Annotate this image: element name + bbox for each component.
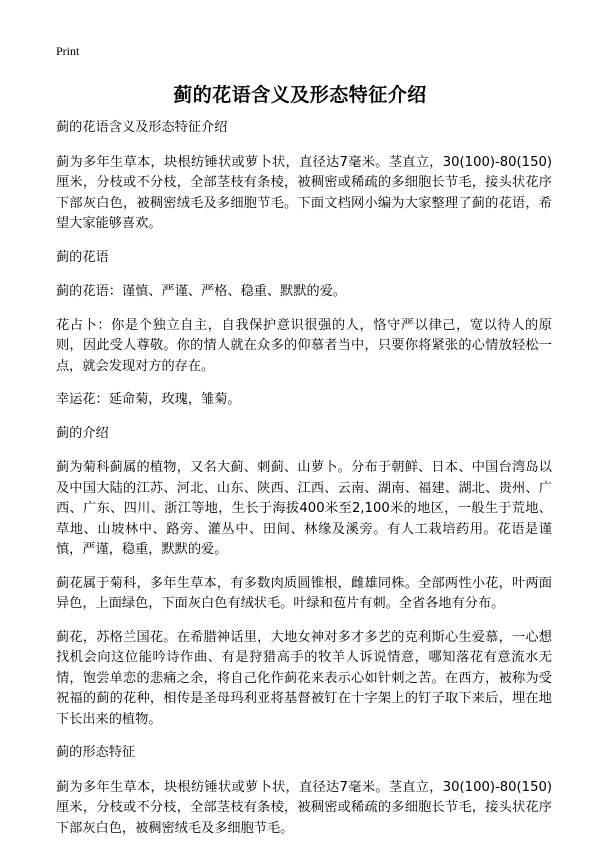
paragraph-legend: 蓟花，苏格兰国花。在希腊神话里，大地女神对多才多艺的克利斯心生爱慕，一心想找机会向这位能吟诗作曲、有是狩猎高手的牧羊人诉说情意，哪知落花有意流水无情，饱尝单恋的悲痛之余，将自己化作蓟花来表示心如针刺之苦。在西方，被称为受祝福的蓟的花种，相传是圣母玛利亚将基督被钉在十字架上的钉子取下来后，埋在地下长出来的植物。 [56,629,552,727]
page-title: 蓟的花语含义及形态特征介绍 [173,84,427,106]
paragraph-intro: 蓟为多年生草本，块根纺锤状或萝卜状，直径达7毫米。茎直立，30(100)-80(150)厘米，分枝或不分枝，全部茎枝有条棱，被稠密或稀疏的多细胞长节毛，接头状花序下部灰白色，被稠密绒毛及多细胞节毛。下面文档网小编为大家整理了蓟的花语，希望大家能够喜欢。 [56,154,552,231]
document-content [56,118,552,852]
paragraph-distribution: 蓟为菊科蓟属的植物，又名大蓟、刺蓟、山萝卜。分布于朝鲜、日本、中国台湾岛以及中国大陆的江苏、河北、山东、陕西、江西、云南、湖南、福建、湖北、贵州、广西、广东、四川、浙江等地，生长于海拔400米至2,100米的地区，一般生于荒地、草地、山坡林中、路旁、灌丛中、田间、林缘及溪旁。有人工栽培药用。花语是谨慎，严谨，稳重，默默的爱。 [56,460,552,557]
paragraph-botany: 蓟花属于菊科，多年生草本，有多数肉质圆锥根，雌雄同株。全部两性小花，叶两面异色，上面绿色，下面灰白色有绒状毛。叶绿和苞片有刺。全省各地有分布。 [56,575,552,611]
section-heading-morphology: 蓟的形态特征 [56,745,136,760]
paragraph-lucky-flower: 幸运花：延命菊，玫瑰，雏菊。 [56,392,241,407]
section-heading-introduction: 蓟的介绍 [56,425,109,441]
section-heading-flower-language: 蓟的花语 [56,249,109,265]
section-heading-intro: 蓟的花语含义及形态特征介绍 [56,120,228,135]
print-link[interactable]: Print [56,44,80,58]
paragraph-morphology: 蓟为多年生草本，块根纺锤状或萝卜状，直径达7毫米。茎直立，30(100)-80(150)厘米，分枝或不分枝，全部茎枝有条棱，被稠密或稀疏的多细胞长节毛，接头状花序下部灰白色，被稠密绒毛及多细胞节毛。 [56,779,552,836]
paragraph-divination: 花占卜：你是个独立自主，自我保护意识很强的人，恪守严以律己，宽以待人的原则，因此受人尊敬。你的情人就在众多的仰慕者当中，只要你将紧张的心情放轻松一点，就会发现对方的存在。 [56,317,552,374]
paragraph-flower-language: 蓟的花语：谨慎、严谨、严格、稳重、默默的爱。 [56,284,347,299]
